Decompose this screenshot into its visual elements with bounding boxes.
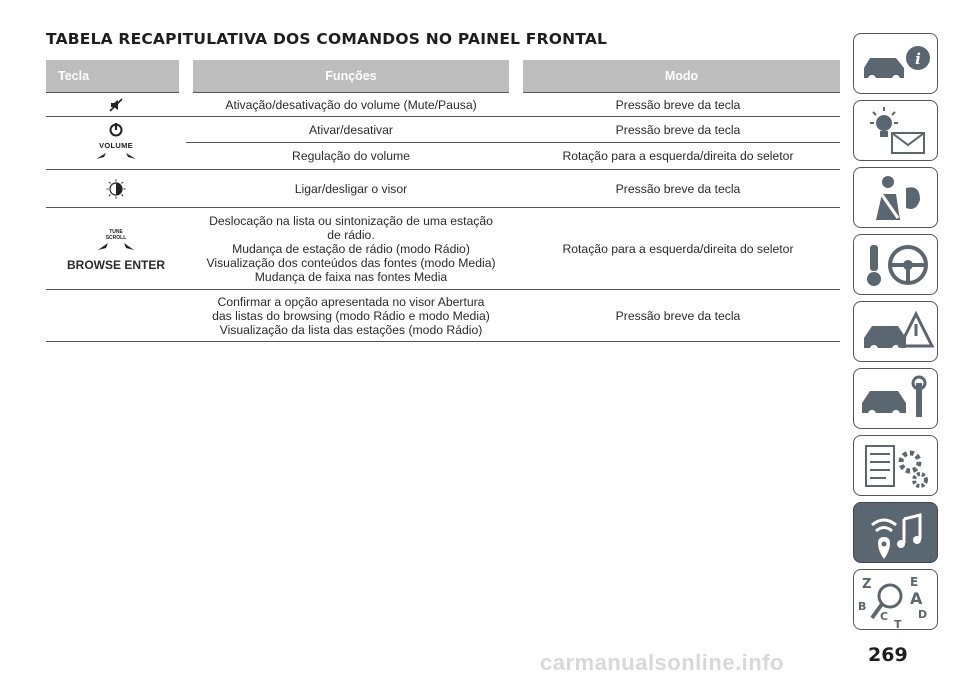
key-steering-wheel-icon <box>854 235 939 296</box>
seatbelt-airbag-icon <box>854 168 939 229</box>
header-tecla: Tecla <box>46 60 186 93</box>
car-emergency-icon <box>854 302 939 363</box>
table-row <box>46 208 840 290</box>
table-row <box>46 117 840 143</box>
tab-safety[interactable] <box>853 167 938 228</box>
funcao-cell <box>186 290 516 342</box>
modo-cell: Pressão breve da tecla <box>516 170 840 208</box>
svg-text:B: B <box>858 600 867 613</box>
key-cell <box>46 117 186 170</box>
tab-starting[interactable] <box>853 234 938 295</box>
alphabetical-index-icon <box>854 570 939 631</box>
volume-knob-icon <box>92 121 140 161</box>
header-modo: Modo <box>516 60 840 93</box>
svg-text:Z: Z <box>862 577 872 592</box>
svg-text:D: D <box>918 608 928 621</box>
car-info-icon <box>854 34 939 95</box>
svg-text:A: A <box>910 589 923 608</box>
multimedia-icon <box>854 503 939 564</box>
funcao-line: Confirmar a opção apresentada no visor Abertura das listas do browsing (modo Rádio e modo Media) <box>212 294 490 323</box>
funcao-cell <box>186 208 516 290</box>
tab-specs[interactable] <box>853 435 938 496</box>
svg-text:C: C <box>880 610 889 623</box>
display-icon <box>106 179 126 199</box>
modo-cell: Pressão breve da tecla <box>516 93 840 117</box>
funcao-line: Visualização da lista das estações (modo Rádio) <box>219 322 483 337</box>
key-cell <box>46 208 186 290</box>
svg-text:E: E <box>910 575 919 589</box>
key-cell <box>46 93 186 117</box>
table-row <box>46 290 840 342</box>
commands-table <box>46 60 840 342</box>
key-cell <box>46 170 186 208</box>
scroll-icon-text: SCROLL <box>105 234 127 241</box>
tune-icon-text: TUNE <box>109 228 123 235</box>
tab-index[interactable] <box>853 569 938 630</box>
volume-icon-text: VOLUME <box>99 141 133 150</box>
tab-car-info[interactable] <box>853 33 938 94</box>
mute-icon <box>107 98 125 112</box>
modo-cell: Pressão breve da tecla <box>516 290 840 342</box>
page-title: TABELA RECAPITULATIVA DOS COMANDOS NO PAINEL FRONTAL <box>46 30 608 48</box>
header-funcoes: Funções <box>186 60 516 93</box>
svg-text:i: i <box>915 50 921 68</box>
key-cell-empty <box>46 290 186 342</box>
funcao-cell: Ativar/desativar <box>186 117 516 143</box>
funcao-line: Visualização dos conteúdos das fontes (modo Media) <box>206 255 496 270</box>
table-row <box>46 93 840 117</box>
svg-text:T: T <box>894 618 902 631</box>
modo-cell: Rotação para a esquerda/direita do seletor <box>516 208 840 290</box>
modo-cell: Rotação para a esquerda/direita do seletor <box>516 143 840 170</box>
browse-enter-label: BROWSE ENTER <box>66 257 165 272</box>
funcao-line: Deslocação na lista ou sintonização de uma estação de rádio. <box>209 213 493 242</box>
modo-cell: Pressão breve da tecla <box>516 117 840 143</box>
tab-warning-lights[interactable] <box>853 100 938 161</box>
car-maintenance-icon <box>854 369 939 430</box>
warning-lights-mail-icon <box>854 101 939 162</box>
funcao-cell: Ligar/desligar o visor <box>186 170 516 208</box>
funcao-cell: Regulação do volume <box>186 143 516 170</box>
page-number: 269 <box>868 644 908 666</box>
watermark: carmanualsonline.info <box>540 650 784 675</box>
tab-multimedia[interactable] <box>853 502 938 563</box>
funcao-line: Mudança de faixa nas fontes Media <box>254 269 448 284</box>
tune-scroll-knob-icon <box>96 226 136 252</box>
specs-gears-icon <box>854 436 939 497</box>
tab-maintenance[interactable] <box>853 368 938 429</box>
table-row <box>46 170 840 208</box>
funcao-cell: Ativação/desativação do volume (Mute/Pausa) <box>186 93 516 117</box>
tab-emergency[interactable] <box>853 301 938 362</box>
funcao-line: Mudança de estação de rádio (modo Rádio) <box>232 241 470 256</box>
